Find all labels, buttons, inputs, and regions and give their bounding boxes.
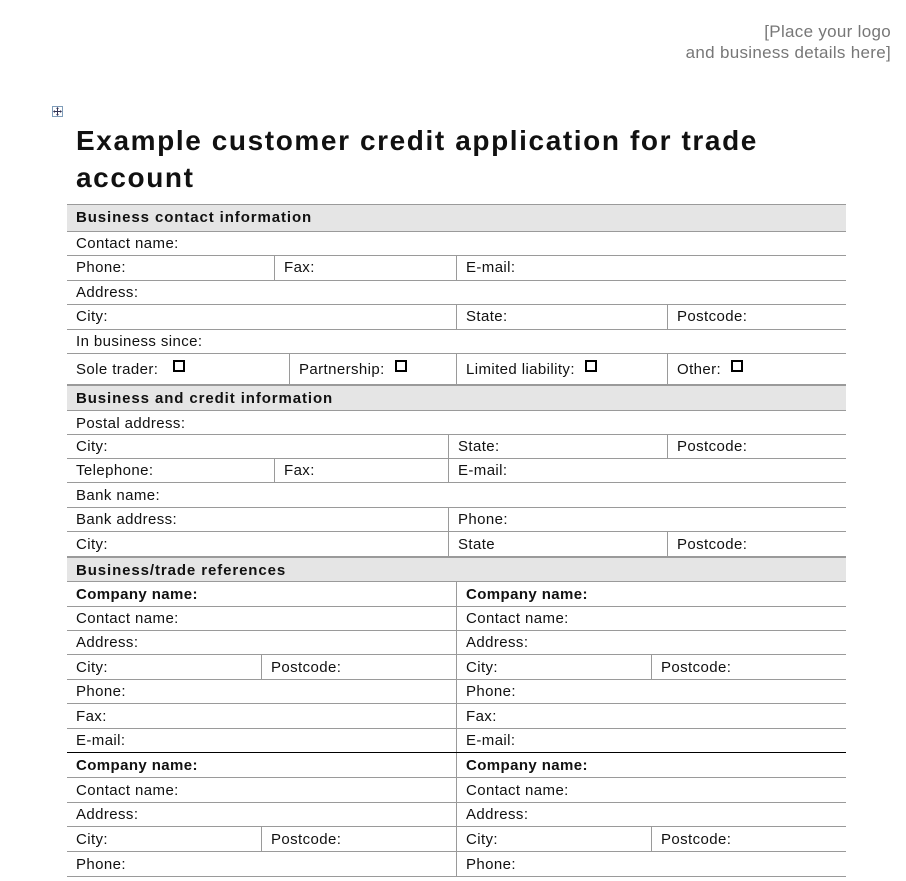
limited-liability-checkbox[interactable]	[585, 360, 597, 372]
bank-postcode-field[interactable]: Postcode:	[667, 532, 846, 556]
form-row	[67, 281, 846, 305]
form-row	[67, 753, 846, 778]
form-row	[67, 729, 846, 753]
business-type-row	[67, 354, 846, 385]
bank-address-field[interactable]: Bank address:	[76, 511, 178, 528]
address-field[interactable]: Address:	[76, 284, 139, 301]
form-row	[67, 435, 846, 459]
email-field[interactable]: E-mail:	[456, 256, 846, 280]
ref4-postcode-field[interactable]: Postcode:	[651, 827, 846, 851]
sole-trader-checkbox[interactable]	[173, 360, 185, 372]
sole-trader-option	[67, 354, 289, 384]
ref2-contact-name-field[interactable]: Contact name:	[456, 607, 846, 630]
ref1-fax-field[interactable]: Fax:	[76, 708, 107, 725]
form-row	[67, 655, 846, 680]
form-row	[67, 631, 846, 655]
table-move-handle-icon[interactable]	[52, 106, 63, 117]
ref3-postcode-field[interactable]: Postcode:	[261, 827, 456, 851]
limited-liability-option	[456, 354, 667, 384]
section-heading: Business and credit information	[76, 390, 334, 407]
form-row	[67, 852, 846, 877]
ref2-address-field[interactable]: Address:	[456, 631, 846, 654]
ref4-company-name-field[interactable]: Company name:	[456, 753, 846, 777]
partnership-option	[289, 354, 456, 384]
ref2-phone-field[interactable]: Phone:	[456, 680, 846, 703]
section-header-credit	[67, 385, 846, 411]
ref4-phone-field[interactable]: Phone:	[456, 852, 846, 876]
form-row	[67, 411, 846, 435]
postal-state-field[interactable]: State:	[448, 435, 667, 458]
ref4-contact-name-field[interactable]: Contact name:	[456, 778, 846, 802]
ref2-city-field[interactable]: City:	[456, 655, 651, 679]
fax-field[interactable]: Fax:	[274, 256, 456, 280]
ref4-address-field[interactable]: Address:	[456, 803, 846, 826]
other-checkbox[interactable]	[731, 360, 743, 372]
ref3-contact-name-field[interactable]: Contact name:	[76, 782, 179, 799]
ref2-company-name-field[interactable]: Company name:	[456, 582, 846, 606]
form-row	[67, 256, 846, 281]
form-row	[67, 459, 846, 483]
form-row	[67, 232, 846, 256]
ref3-city-field[interactable]: City:	[76, 831, 108, 848]
form-row	[67, 803, 846, 827]
bank-name-field[interactable]: Bank name:	[76, 487, 161, 504]
section-header-contact	[67, 204, 846, 232]
ref4-city-field[interactable]: City:	[456, 827, 651, 851]
ref3-phone-field[interactable]: Phone:	[76, 856, 126, 873]
section-header-references	[67, 557, 846, 582]
form-row	[67, 827, 846, 852]
postcode-field[interactable]: Postcode:	[667, 305, 846, 329]
contact-name-field[interactable]: Contact name:	[76, 235, 179, 252]
ref2-postcode-field[interactable]: Postcode:	[651, 655, 846, 679]
other-label: Other:	[677, 361, 722, 378]
bank-city-field[interactable]: City:	[76, 536, 108, 553]
logo-placeholder	[686, 21, 891, 63]
partnership-label: Partnership:	[299, 361, 385, 378]
section-heading: Business/trade references	[76, 562, 287, 579]
ref1-postcode-field[interactable]: Postcode:	[261, 655, 456, 679]
ref1-contact-name-field[interactable]: Contact name:	[76, 610, 179, 627]
ref1-phone-field[interactable]: Phone:	[76, 683, 126, 700]
ref2-fax-field[interactable]: Fax:	[456, 704, 846, 728]
postal-city-field[interactable]: City:	[76, 438, 108, 455]
ref1-email-field[interactable]: E-mail:	[76, 732, 126, 749]
credit-application-form	[67, 204, 846, 877]
form-row	[67, 680, 846, 704]
bank-state-field[interactable]: State	[448, 532, 667, 556]
postal-address-field[interactable]: Postal address:	[76, 415, 186, 432]
partnership-checkbox[interactable]	[395, 360, 407, 372]
page-title: Example customer credit application for trade account	[76, 125, 758, 193]
bank-phone-field[interactable]: Phone:	[448, 508, 846, 531]
credit-fax-field[interactable]: Fax:	[274, 459, 448, 482]
ref2-email-field[interactable]: E-mail:	[456, 729, 846, 752]
form-row	[67, 305, 846, 330]
ref3-company-name-field[interactable]: Company name:	[76, 757, 198, 774]
logo-line-2: and business details here]	[685, 43, 891, 62]
form-row	[67, 330, 846, 354]
ref1-address-field[interactable]: Address:	[76, 634, 139, 651]
sole-trader-label: Sole trader:	[76, 361, 159, 378]
in-business-since-field[interactable]: In business since:	[76, 333, 203, 350]
phone-field[interactable]: Phone:	[76, 259, 126, 276]
telephone-field[interactable]: Telephone:	[76, 462, 154, 479]
form-row	[67, 778, 846, 803]
logo-line-1: [Place your logo	[764, 22, 891, 41]
ref3-address-field[interactable]: Address:	[76, 806, 139, 823]
form-row	[67, 607, 846, 631]
form-row	[67, 704, 846, 729]
form-row	[67, 532, 846, 557]
credit-email-field[interactable]: E-mail:	[448, 459, 846, 482]
section-heading: Business contact information	[76, 209, 313, 226]
form-row	[67, 508, 846, 532]
other-option	[667, 354, 846, 384]
state-field[interactable]: State:	[456, 305, 667, 329]
limited-liability-label: Limited liability:	[466, 361, 575, 378]
postal-postcode-field[interactable]: Postcode:	[667, 435, 846, 458]
form-row	[67, 483, 846, 508]
ref1-city-field[interactable]: City:	[76, 659, 108, 676]
form-row	[67, 582, 846, 607]
city-field[interactable]: City:	[76, 308, 108, 325]
ref1-company-name-field[interactable]: Company name:	[76, 586, 198, 603]
